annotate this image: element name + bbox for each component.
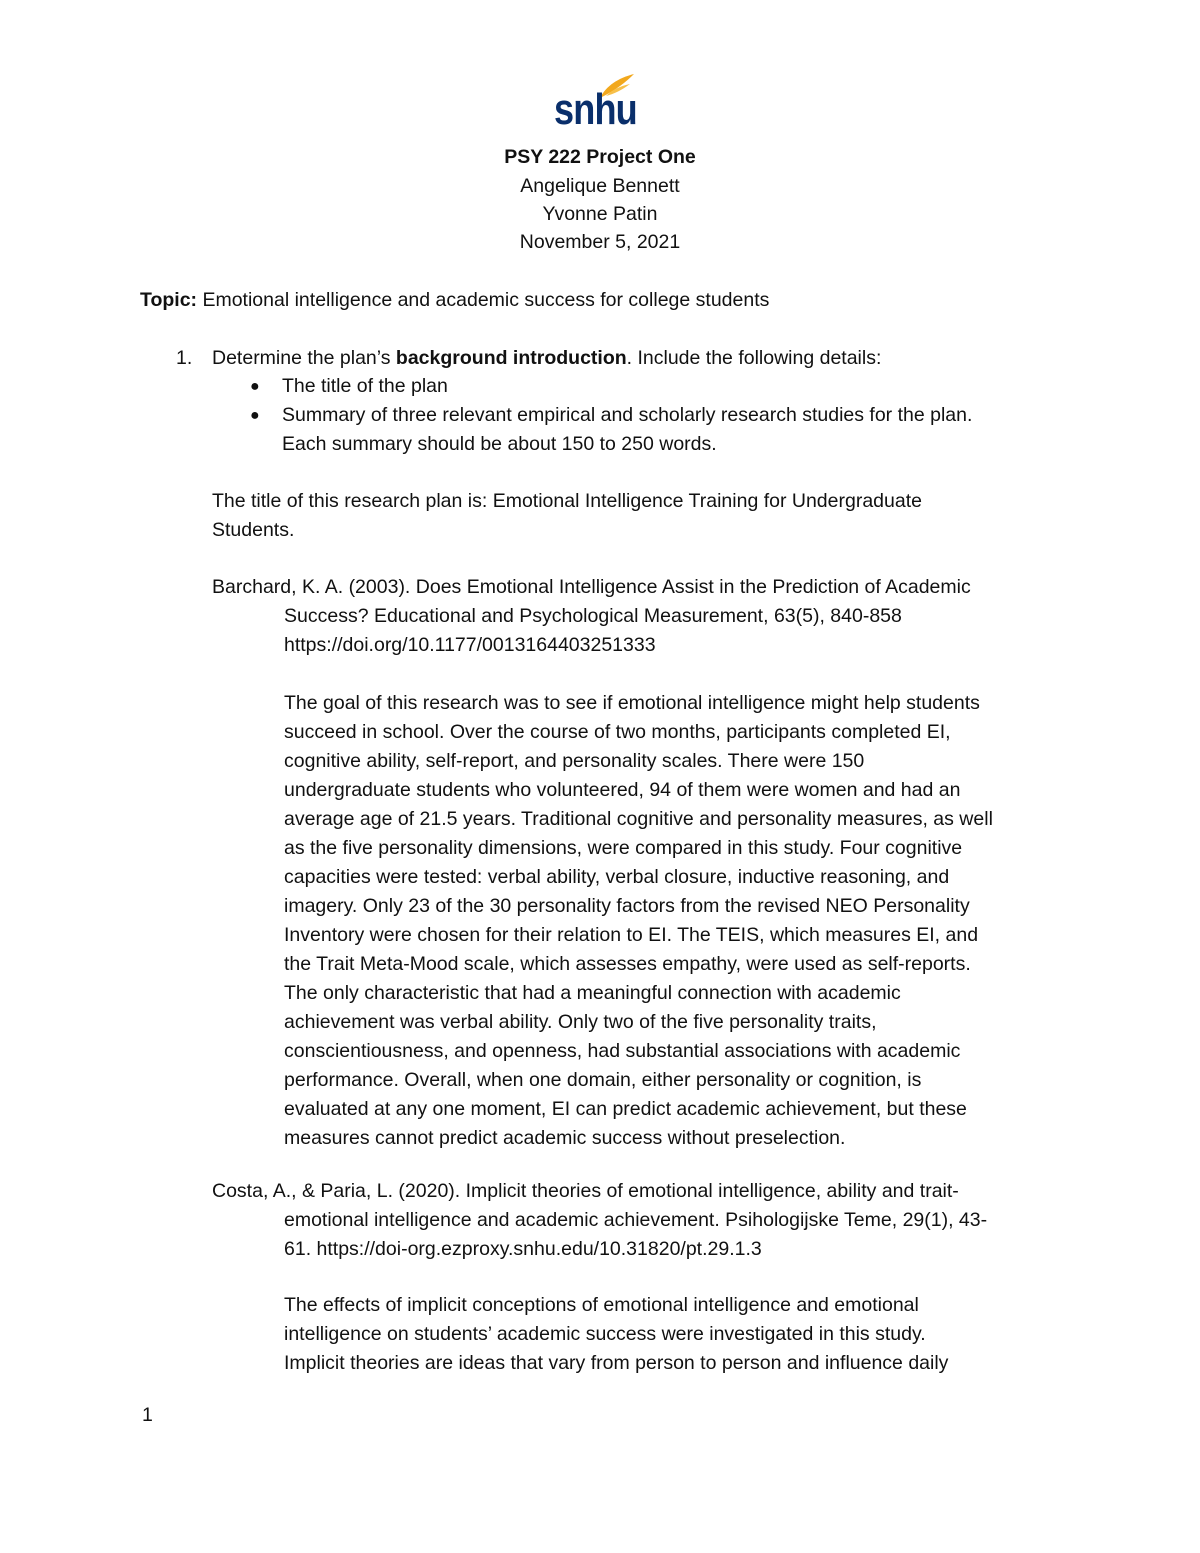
step-instruction: Determine the plan’s background introduction. Include the following details: [212, 347, 882, 369]
page-number: 1 [142, 1404, 153, 1426]
author-1: Angelique Bennett [520, 175, 680, 197]
step-number: 1. [176, 347, 193, 369]
author-2: Yvonne Patin [542, 203, 658, 225]
summary-2: The effects of implicit conceptions of emotional intelligence and emotional intelligence on students’ academic success were investigated in this study. Implicit theories are ideas that vary from person to person and influence daily [284, 1294, 949, 1374]
document-date: November 5, 2021 [519, 231, 681, 253]
bullet-item: Summary of three relevant empirical and scholarly research studies for the plan. Each summary should be about 150 to 250 words. [282, 404, 973, 455]
bullet-item: The title of the plan [282, 375, 448, 397]
plan-title-paragraph: The title of this research plan is: Emotional Intelligence Training for Undergraduate Students. [212, 490, 922, 541]
logo-wordmark: snhu [554, 85, 637, 134]
summary-1: The goal of this research was to see if emotional intelligence might help students succeed in school. Over the course of two months, participants completed EI, cognitive ability, self-report, and personality scales. There were 150 undergraduate students who volunteered, 94 of them were women and had an average age of 21.5 years. Traditional cognitive and personality measures, as well as the five personality dimensions, were compared in this study. Four cognitive capacities were tested: verbal ability, verbal closure, inductive reasoning, and imagery. Only 23 of the 30 personality factors from the revised NEO Personality Inventory were chosen for their relation to EI. The TEIS, which measures EI, and the Trait Meta-Mood scale, which assesses empathy, were used as self-reports. The only characteristic that had a meaningful connection with academic achievement was verbal ability. Only two of the five personality traits, conscientiousness, and openness, had substantial associations with academic performance. Overall, when one domain, either personality or cognition, is evaluated at any one moment, EI can predict academic achievement, but these measures cannot predict academic success without preselection. [284, 692, 993, 1149]
topic-label: Topic: [140, 289, 198, 311]
topic-line [140, 286, 769, 315]
snhu-logo [548, 72, 652, 134]
course-title: PSY 222 Project One [504, 146, 696, 168]
topic-text: Emotional intelligence and academic success for college students [197, 289, 770, 311]
reference-2: Costa, A., & Paria, L. (2020). Implicit theories of emotional intelligence, ability and trait- emotional intelligence and academic achievement. Psihologijske Teme, 29(1), 43- 61. https://doi-org.ezproxy.snhu.edu/10.31820/pt.29.1.3 [212, 1180, 988, 1260]
bullet-icon: ● [250, 407, 260, 424]
bullet-icon: ● [250, 378, 260, 395]
reference-1: Barchard, K. A. (2003). Does Emotional Intelligence Assist in the Prediction of Academic Success? Educational and Psychological Measurement, 63(5), 840-858 https://doi.org/10.1177/0013164403251333 [212, 576, 971, 656]
